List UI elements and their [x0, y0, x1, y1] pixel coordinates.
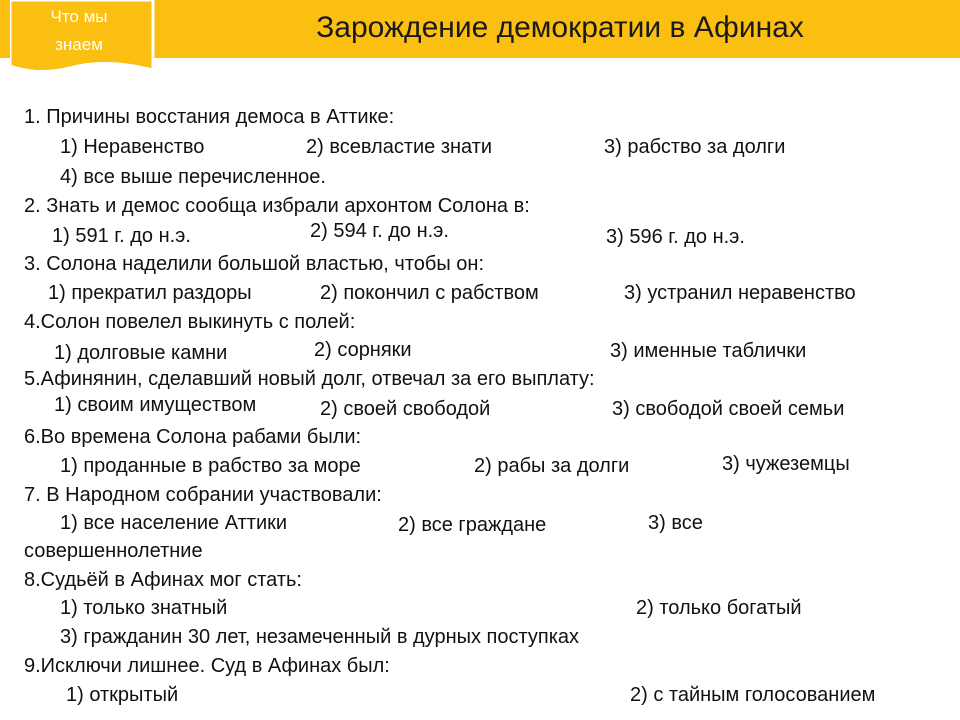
- question-4-option-3: 3) именные таблички: [610, 340, 807, 362]
- question-1-option-3: 3) рабство за долги: [604, 136, 786, 158]
- question-3-text: 3. Солона наделили большой властью, чтобы он:: [24, 253, 485, 275]
- question-9-option-1: 1) открытый: [66, 684, 179, 706]
- page-title: Зарождение демократии в Афинах: [316, 11, 804, 44]
- header-tab-line1: Что мы: [50, 7, 108, 26]
- question-5-text: 5.Афинянин, сделавший новый долг, отвечал за его выплату:: [24, 368, 595, 390]
- question-2-text: 2. Знать и демос сообща избрали архонтом Солона в:: [24, 195, 530, 217]
- question-8-text: 8.Судьёй в Афинах мог стать:: [24, 569, 302, 591]
- question-6-option-1: 1) проданные в рабство за море: [60, 455, 361, 477]
- question-5-option-3: 3) свободой своей семьи: [612, 398, 845, 420]
- question-8-option-2: 2) только богатый: [636, 597, 802, 619]
- question-4-option-2: 2) сорняки: [314, 339, 412, 361]
- question-3-option-1: 1) прекратил раздоры: [48, 282, 252, 304]
- question-5-option-1: 1) своим имуществом: [54, 394, 257, 416]
- header-tab-label: [10, 3, 148, 59]
- question-1-option-1: 1) Неравенство: [60, 136, 205, 158]
- question-6-text: 6.Во времена Солона рабами были:: [24, 426, 362, 448]
- question-4-text: 4.Солон повелел выкинуть с полей:: [24, 311, 356, 333]
- question-3-option-2: 2) покончил с рабством: [320, 282, 539, 304]
- question-9-text: 9.Исключи лишнее. Суд в Афинах был:: [24, 655, 390, 677]
- header-tab-line2: знаем: [55, 35, 103, 54]
- question-2-option-2: 2) 594 г. до н.э.: [310, 220, 449, 242]
- question-1-text: 1. Причины восстания демоса в Аттике:: [24, 106, 395, 128]
- question-6-option-2: 2) рабы за долги: [474, 455, 630, 477]
- question-8-option-1: 1) только знатный: [60, 597, 228, 619]
- question-4-option-1: 1) долговые камни: [54, 342, 228, 364]
- question-1-option-4: 4) все выше перечисленное.: [60, 166, 326, 188]
- question-7-option-3: 3) все: [648, 512, 703, 534]
- question-6-option-3: 3) чужеземцы: [722, 453, 850, 475]
- question-7-option-1: 1) все население Аттики: [60, 512, 288, 534]
- question-2-option-3: 3) 596 г. до н.э.: [606, 226, 745, 248]
- question-7-option-3-cont: совершеннолетние: [24, 540, 203, 562]
- question-1-option-2: 2) всевластие знати: [306, 136, 493, 158]
- header-tab: [10, 0, 158, 76]
- question-3-option-3: 3) устранил неравенство: [624, 282, 856, 304]
- question-8-option-3: 3) гражданин 30 лет, незамеченный в дурных поступках: [60, 626, 580, 648]
- question-9-option-2: 2) с тайным голосованием: [630, 684, 876, 706]
- question-5-option-2: 2) своей свободой: [320, 398, 491, 420]
- question-7-option-2: 2) все граждане: [398, 514, 547, 536]
- question-7-text: 7. В Народном собрании участвовали:: [24, 484, 382, 506]
- question-2-option-1: 1) 591 г. до н.э.: [52, 225, 191, 247]
